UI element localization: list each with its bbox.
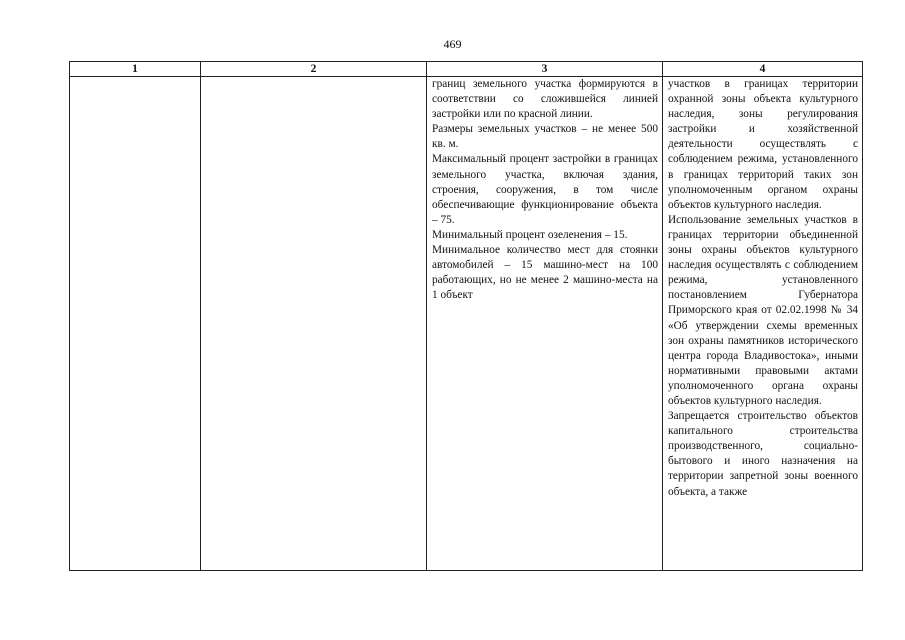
col3-paragraph: Максимальный процент застройки в границах земельного участка, включая здания, строения, сооружения, в том числе обеспечивающие функционирование объекта – 75. [432, 153, 658, 226]
col3-paragraph: границ земельного участка формируются в соответствии со сложившейся линией застройки или по красной линии. [432, 78, 658, 121]
cell-col-1 [70, 77, 201, 571]
column-header-1: 1 [70, 62, 201, 77]
col3-paragraph: Размеры земельных участков – не менее 500 кв. м. [432, 123, 658, 151]
cell-col-3 [427, 77, 663, 571]
col4-paragraph: Использование земельных участков в границах территории объединенной зоны охраны объектов культурного наследия осуществлять с соблюдением режима, установленного постановлением Губернатора Приморского края от 02.02.1998 № 34 «Об утверждении схемы временных зон охраны памятников исторического центра города Владивостока», иными нормативными правовыми актами уполномоченного органа охраны объектов культурного наследия. [668, 213, 858, 407]
col4-text [663, 77, 862, 500]
column-header-3: 3 [427, 62, 663, 77]
col3-paragraph: Минимальное количество мест для стоянки автомобилей – 15 машино-мест на 100 работающих, но не менее 2 машино-места на 1 объект [432, 244, 658, 302]
table-row [70, 77, 863, 571]
col3-text [427, 77, 662, 303]
regulation-table [69, 61, 863, 571]
cell-col-4 [663, 77, 863, 571]
column-header-2: 2 [201, 62, 427, 77]
page-number: 469 [443, 37, 462, 51]
col4-paragraph: Запрещается строительство объектов капитального строительства производственного, социально-бытового и иного назначения на территории запретной зоны военного объекта, а также [668, 410, 858, 498]
col3-paragraph: Минимальный процент озеленения – 15. [432, 228, 628, 241]
col4-paragraph: участков в границах территории охранной зоны объекта культурного наследия, зоны регулирования застройки и хозяйственной деятельности осуществлять с соблюдением режима, установленного в границах территорий таких зон уполномоченным органом охраны объектов культурного наследия. [668, 78, 858, 211]
table-header-row [70, 62, 863, 77]
cell-col-2 [201, 77, 427, 571]
column-header-4: 4 [663, 62, 863, 77]
